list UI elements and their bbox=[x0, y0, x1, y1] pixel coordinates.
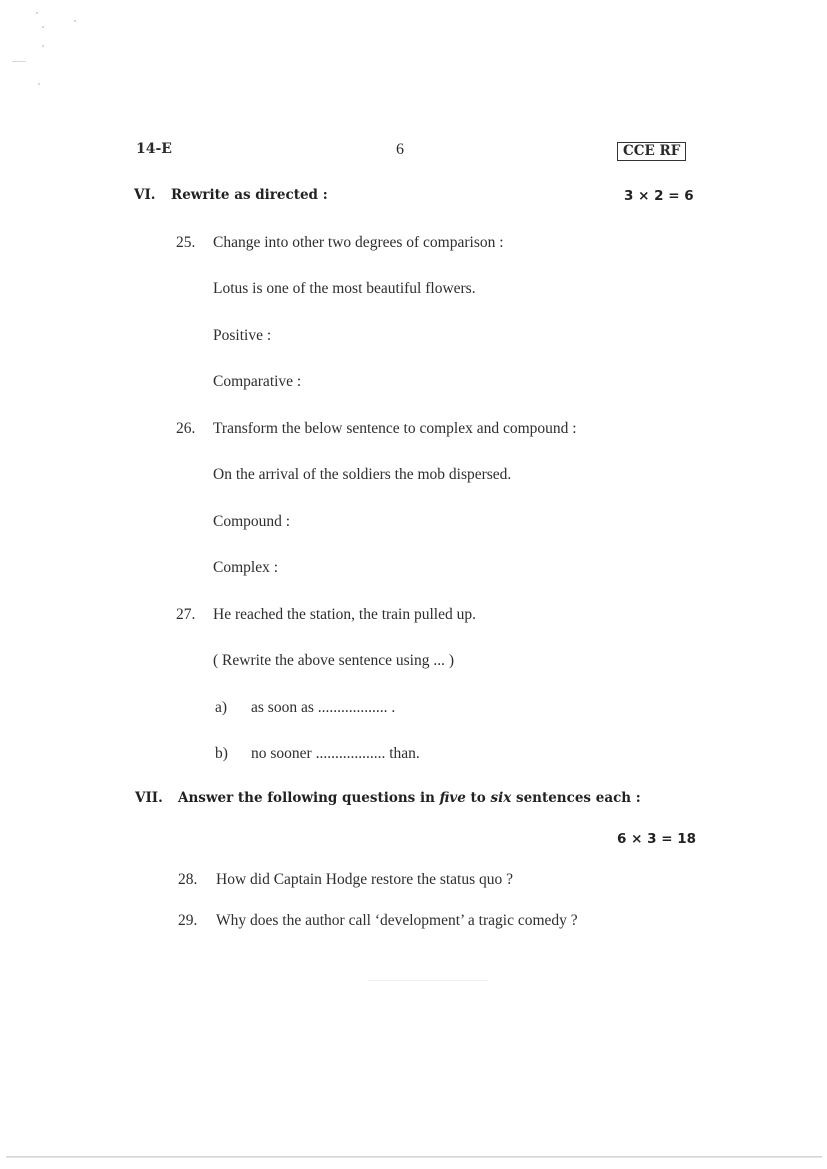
page-number: 6 bbox=[396, 141, 404, 158]
question-number: 28. bbox=[178, 871, 198, 888]
section-title-part: to bbox=[465, 790, 491, 806]
answer-label-comparative: Comparative : bbox=[213, 373, 302, 390]
scan-edge-line bbox=[6, 1156, 822, 1158]
question-prompt: He reached the station, the train pulled up. bbox=[213, 606, 476, 623]
paper-code: 14-E bbox=[136, 141, 172, 157]
section-title-emphasis: six bbox=[490, 790, 512, 806]
question-number: 25. bbox=[176, 234, 196, 251]
section-title-part: sentences each : bbox=[511, 790, 641, 806]
scan-speck bbox=[12, 61, 26, 62]
question-prompt: How did Captain Hodge restore the status quo ? bbox=[216, 871, 514, 888]
section-title: Rewrite as directed : bbox=[171, 187, 328, 203]
section-marks: 6 × 3 = 18 bbox=[617, 831, 696, 847]
question-prompt: Transform the below sentence to complex and compound : bbox=[213, 420, 577, 437]
section-numeral: VI. bbox=[134, 187, 156, 203]
question-number: 29. bbox=[178, 912, 198, 929]
scan-speck bbox=[74, 20, 76, 22]
option-label: b) bbox=[215, 745, 228, 762]
section-title-part: Answer the following questions in bbox=[178, 790, 440, 806]
section-title-emphasis: five bbox=[439, 790, 466, 806]
option-text: as soon as .................. . bbox=[251, 699, 396, 716]
section-numeral: VII. bbox=[135, 790, 163, 806]
scan-speck bbox=[42, 45, 44, 47]
scan-speck bbox=[42, 26, 44, 28]
scan-smudge bbox=[368, 980, 488, 981]
section-title bbox=[178, 790, 641, 806]
scan-speck bbox=[38, 83, 40, 85]
question-instruction: ( Rewrite the above sentence using ... ) bbox=[213, 652, 455, 669]
answer-label-complex: Complex : bbox=[213, 559, 279, 576]
question-sentence: Lotus is one of the most beautiful flowers. bbox=[213, 280, 476, 297]
option-text: no sooner .................. than. bbox=[251, 745, 420, 762]
section-marks: 3 × 2 = 6 bbox=[624, 188, 694, 204]
question-number: 27. bbox=[176, 606, 196, 623]
question-sentence: On the arrival of the soldiers the mob dispersed. bbox=[213, 466, 512, 483]
answer-label-positive: Positive : bbox=[213, 327, 272, 344]
question-prompt: Why does the author call ‘development’ a tragic comedy ? bbox=[216, 912, 578, 929]
board-code-box: CCE RF bbox=[617, 142, 686, 161]
option-label: a) bbox=[215, 699, 228, 716]
question-prompt: Change into other two degrees of comparison : bbox=[213, 234, 504, 251]
scan-speck bbox=[36, 12, 38, 14]
question-number: 26. bbox=[176, 420, 196, 437]
answer-label-compound: Compound : bbox=[213, 513, 291, 530]
